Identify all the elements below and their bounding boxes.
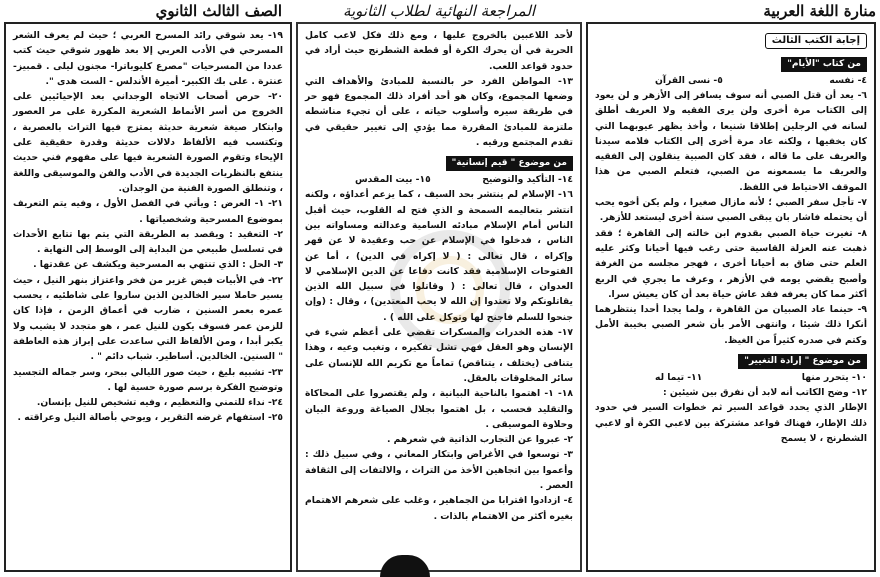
header-middle-title: المراجعة النهائية لطلاب الثانوية bbox=[342, 2, 536, 20]
answer-18-2: ٢- عبروا عن التجارب الذاتية في شعرهم . bbox=[386, 434, 573, 446]
answer-18: ١٨- ١- اهتموا بالناحية البيانية ، ولم يقتصروا على المحاكاة والتقليد فحسب ، بل اهتموا بجلال الصياغة وروعة البيان وحلاوة الموسيقى . bbox=[305, 388, 573, 430]
answer-13: ١٣- المواطن الفرد حر بالنسبة للمبادئ والأهداف التي وضعها المجموع، وكان هو أحد أفراد ذلك المجموع فهو حر في طريقة سيره وأسلوب حياته ، على أن تجيء مناشطه ملتزمة للمبادئ المقررة مما يؤدي إلى تغيير حقيقي في تقدم المجتمع ورقيه . bbox=[305, 75, 573, 149]
answer-12: ١٢- وضح الكاتب أنه لابد أن نفرق بين شيئين : bbox=[662, 387, 867, 399]
answer-8: ٨- تغيرت حياة الصبي بقدوم ابن خالته إلى القاهرة ؛ فقد ذهبت عنه العزلة القاسية حتى رغب فيها أحيانا وكثر عليه العلم حتى ضاق به أحيانا أخرى ، فهجر مجلسه من الغرفة وأصبح يقضي يومه في الأزهر ، وعرف ما يجري في الربع أكثر مما كان يعرفه فقد عاش حياة بعد أن كان يعيش سرا. bbox=[595, 227, 867, 300]
answer-21-1: ٢١- ١- العرض : ويأتي في الفصل الأول ، وفيه يتم التعريف بموضوع المسرحية وشخصياتها . bbox=[13, 198, 283, 225]
answer-5: ٥- نسى القرآن bbox=[655, 75, 723, 86]
answer-11: ١١- تيما له bbox=[655, 372, 703, 384]
answer-18-3: ٣- توسعوا في الأغراض وابتكار المعاني ، وفي سبيل ذلك : وأعموا بين اتجاهين الأخذ من التراث ، والالتفات إلى الثقافة العصر . bbox=[305, 449, 573, 492]
answer-25: ٢٥- استفهام غرضه التقرير ، ويوحي بأصالة النيل وعراقته . bbox=[17, 412, 283, 424]
answer-21-2: ٢- التعقيد : ويقصد به الطريقة التي يتم بها تتابع الأحداث في تسلسل طبيعي من البداية إلى الوسط إلى النهاية . bbox=[13, 228, 283, 256]
topic-tag-change: من موضوع " إرادة التغيير" bbox=[738, 354, 867, 369]
left-column bbox=[4, 22, 292, 572]
answer-16: ١٦- الإسلام لم ينتشر بحد السيف ، كما يزعم أعداؤه ، ولكنه انتشر بتعاليمه السمحة و الذي فتح له القلوب، حيث أقبل الناس أمام الإسلام مبادئه السامية وعدالته ومساواته بين الناس ، فدخلوا في الإسلام عن حب وعقيدة لا عن قهر وإكراه ، قال تعالى : ( لا إكراه في الدين) ، أما عن الفتوحات الإسلامية فقد كانت دفاعا عن الدين الإسلامي لا العدوان ، قال تعالى : ( وقاتلوا في سبيل الله الذين يقاتلونكم ولا تعتدوا إن الله لا يحب المعتدين) ، وقال : (وإن جنحوا للسلم فاجنح لها وتوكل على الله ) . bbox=[305, 189, 573, 323]
answer-18-4: ٤- ازدادوا اقترابا من الجماهير ، وغلب على شعرهم الاهتمام بغيره أكثر من الاهتمام بالذات . bbox=[305, 495, 573, 522]
topic-tag-values: من موضوع " قيم إنسانية" bbox=[446, 156, 573, 171]
answer-4: ٤- نفسه bbox=[829, 75, 867, 86]
answer-10: ١٠- يتحرر منها bbox=[801, 372, 867, 384]
header-right-title: منارة اللغة العربية bbox=[763, 2, 876, 20]
answer-23: ٢٣- تشبيه بليغ ، حيث صور الليالي ببحر، وسر جماله التجسيد وتوضيح الفكرة برسم صورة حسية لها . bbox=[13, 366, 283, 393]
header-grade-title: الصف الثالث الثانوي bbox=[155, 2, 282, 20]
answer-21-3: ٣- الحل : الذي تنتهي به المسرحية ويكشف عن عقدتها . bbox=[33, 259, 283, 271]
right-column bbox=[586, 22, 876, 572]
answer-15: ١٥- بيت المقدس bbox=[355, 174, 431, 186]
answer-22: ٢٢- في الأبيات فيض غزير من فخر واعتزاز بنهر النيل ، حيث يسير حاملا سير الخالدين الذين ساروا على شاطئيه ، يحسب عمره بعمر السنين ، ضارب في أعماق الزمن ، فإذا كان للزمن عمر فسوف يكون للنيل عمر ، هو متجدد لا يشيب ولا يكبر أبدا ، ومن الألفاظ التي ساعدت على إبراز هذه العاطفة " السنين. الخالدين. أساطير. شباب دائم " . bbox=[13, 274, 283, 363]
answer-24: ٢٤- نداء للتمني والتعظيم ، وفيه تشخيص للنيل بإنسان. bbox=[36, 397, 283, 409]
answer-9: ٩- حينما عاد الصبيان من القاهرة ، ولما يجدا أحدا ينتظرهما أنكرا ذلك شيئا ، وانتهى الأمر بأن شعر الصبي بخيبة الأمل وكتم في صدره كثيراً من الغيظ. bbox=[595, 304, 867, 346]
answer-20: ٢٠- حرص أصحاب الاتجاه الوجداني بعد الإحيائيين على الخروج من أسر الأنماط الشعرية المكررة على مر العصور وابتكار صيغة شعرية حديثة يمتزج فيها التراث بالعصرية ، وتكتسب فيه الألفاظ دلالات حديثة وقدرة حقيقية على الإيحاء وتقوم الصورة الشعرية فيها على مفهوم فني حديث ينتفع بالنظريات الجديدة في الأدب والفن والموسيقى واللغة ، وتنطلق الصورة الفنية من الوجدان. bbox=[12, 91, 283, 194]
answer-12-continued: لأحد اللاعبين بالخروج عليها ، ومع ذلك فكل لاعب كامل الحرية في أن يحرك الكرة أو قطعة الشطرنج حيث أراد في حدود قواعد اللعب. bbox=[305, 30, 573, 72]
answer-17: ١٧- هذه الخدرات والمسكرات تقضي على أعظم شيء في الإنسان وهو العقل فهي تشل تفكيره ، وتغيب وعيه ، وهذا يتنافى (يختلف ، يتناقض) تماماً مع تكريم الله للإنسان على سائر المخلوقات بالعقل. bbox=[305, 327, 573, 384]
answer-6: ٦- يعد أن قتل الصبي أنه سوف يسافر إلى الأزهر و لن يعود إلى الكتاب مرة أخرى ولن يرى الفقيه ولا العريف أطلق لسانه في الرجلين إطلاقا شنيعا ، وأخذ يظهر عيوبهما التي كان يخفيها ، ولكنه عاد مرة أخرى إلى الكتاب فلامه سيدنا والعريف على ما قاله ، فقد كان الصبية ينقلون إلى الفقيه والعريف ما يسمعونه من الصبي، فتعلم الصبي من هذا الموقف الاحتياط في اللفظ. bbox=[595, 90, 867, 193]
middle-column bbox=[296, 22, 582, 572]
answer-7: ٧- تأجل سفر الصبي ؛ لأنه مازال صغيرا ، ولم يكن أخوه يحب أن يحتمله فاشار بان يبقى الصبي سنة أخرى ليستعد للأزهر. bbox=[595, 197, 867, 224]
answer-12-detail: الإطار الذي يحدد قواعد السير ثم خطوات السير في حدود ذلك الإطار، فهناك قواعد مشتركة بين لاعبي الكرة أو لاعبي الشطرنج ، لا يسمح bbox=[595, 402, 867, 444]
answer-pair-14-15 bbox=[305, 172, 573, 187]
header-left bbox=[4, 2, 292, 24]
answer-14: ١٤- التأكيد والتوضيح bbox=[482, 174, 573, 186]
answer-pair-4-5 bbox=[595, 73, 867, 88]
answer-pair-10-11 bbox=[595, 370, 867, 385]
answers-badge: إجابة الكتب الثالث bbox=[765, 33, 867, 49]
answer-19: ١٩- يعد شوقي رائد المسرح العربي ؛ حيث لم يعرف الشعر المسرحي في الأدب العربي إلا بعد ظهور شوقي حيث كتب عددا من المسرحيات "مصرع كليوباترا- مجنون ليلى . قمبيز- عنترة . على بك الكبير- أميرة الأندلس - الست هدى ". bbox=[13, 30, 283, 87]
topic-tag-ayyam: من كتاب "الأيام" bbox=[781, 57, 867, 72]
